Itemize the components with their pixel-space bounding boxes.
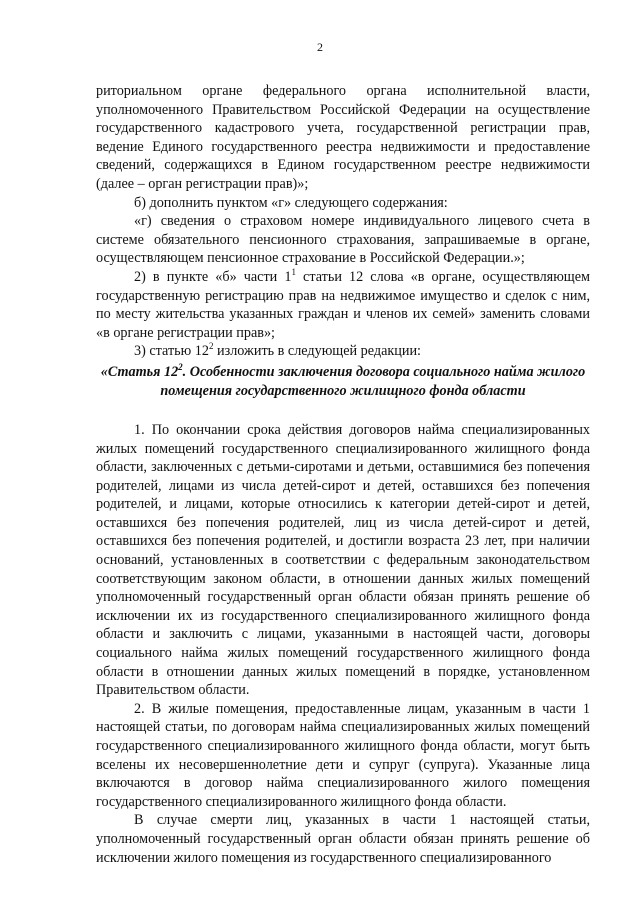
article-heading <box>96 363 590 401</box>
heading-text-start: «Статья 12 <box>100 363 179 380</box>
page-number: 2 <box>317 40 323 54</box>
document-body <box>96 82 590 867</box>
item-2-text-end: статьи 12 слова «в органе, осуществляющем государственную регистрацию прав на недвижимое имущество и сделок с ним, по месту жительства указанных граждан и членов их семей» заменить словами «в органе регистрации прав»; <box>96 268 590 341</box>
paragraph-item-3 <box>96 342 590 361</box>
paragraph-subitem-g: «г) сведения о страховом номере индивидуального лицевого счета в системе обязательного пенсионного страхования, запрашиваемые в органе, осуществляющем пенсионное страхование в Российской Федерации.»; <box>96 213 590 267</box>
paragraph-part-2: 2. В жилые помещения, предоставленные лицам, указанным в части 1 настоящей статьи, по договорам найма специализированных жилых помещений государственного специализированного жилищного фонда области, могут быть вселены их несовершеннолетние дети и супруг (супруга). Указанные лица включаются в договор найма специализированного жилого помещения государственного специализированного жилищного фонда области. <box>96 700 590 810</box>
item-3-text-end: изложить в следующей редакции: <box>213 343 421 360</box>
heading-superscript: 2 <box>178 361 183 372</box>
item-3-text-start: 3) статью 12 <box>134 343 209 360</box>
paragraph-part-1: 1. По окончании срока действия договоров найма специализированных жилых помещений государственного специализированного жилищного фонда области, заключенных с детьми-сиротами и детьми, оставшимися без попечения родителей, лицами из числа детей-сирот и детей, оставшихся без попечения родителей, и лицами, которые относились к категории детей-сирот и детей, оставшихся без попечения родителей, лиц из числа детей-сирот и детей, оставшихся без попечения родителей, и достигли возраста 23 лет, при наличии оснований, установленных в соответствии с федеральным законодательством соответствующим законом области, в отношении данных жилых помещений уполномоченный государственный орган области обязан принять решение об исключении их из государственного специализированного жилищного фонда области и заключить с лицами, указанными в настоящей части, договоры социального найма жилых помещений государственного жилищного фонда области в отношении данных жилых помещений в порядке, установленном Правительством области. <box>96 421 590 699</box>
paragraph-part-2-continued: В случае смерти лиц, указанных в части 1 настоящей статьи, уполномоченный государственный орган области обязан принять решение об исключении жилого помещения из государственного специализированного <box>96 812 590 866</box>
heading-text-end: . Особенности заключения договора социального найма жилого помещения государственного жилищного фонда области <box>160 363 586 399</box>
paragraph-item-2 <box>96 268 590 342</box>
item-2-text-start: 2) в пункте «б» части 1 <box>134 268 292 285</box>
item-2-superscript: 1 <box>291 266 296 277</box>
item-3-superscript: 2 <box>208 341 214 352</box>
spacer <box>96 401 590 421</box>
paragraph-subitem-b: б) дополнить пунктом «г» следующего содержания: <box>134 194 448 211</box>
paragraph-continuation: риториальном органе федерального органа исполнительной власти, уполномоченного Правительством Российской Федерации на осуществление государственного кадастрового учета, государственной регистрации прав, ведение Единого государственного реестра недвижимости и предоставление сведений, содержащихся в Едином государственном реестре недвижимости (далее – орган регистрации прав)»; <box>96 83 590 192</box>
